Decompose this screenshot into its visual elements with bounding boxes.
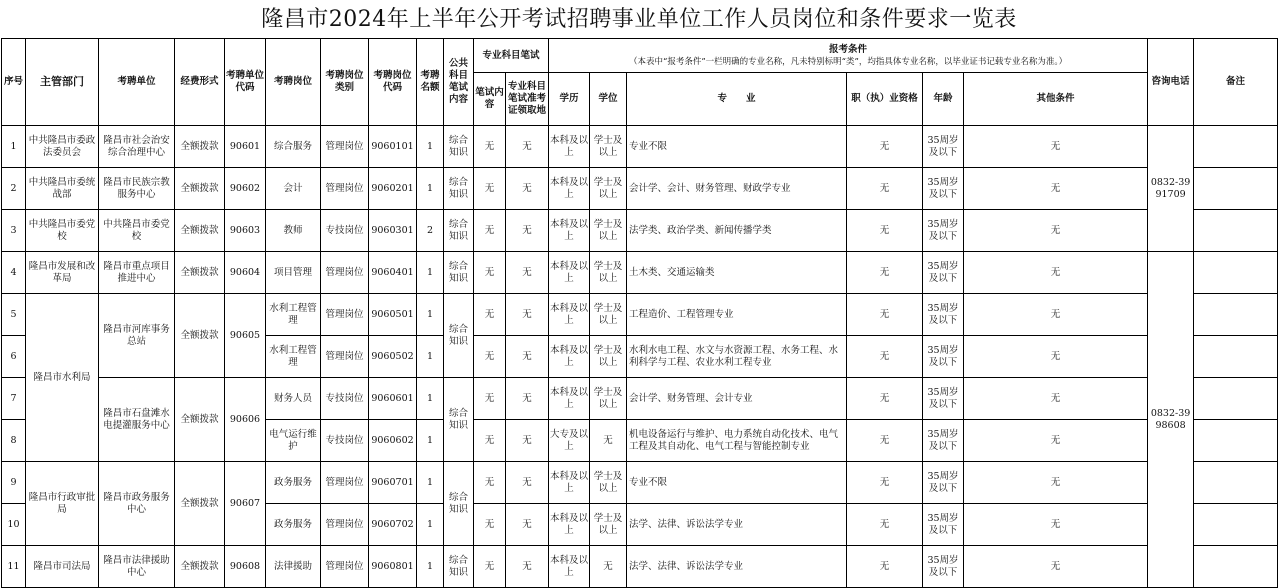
cell-age: 35周岁及以下 <box>923 294 964 336</box>
header-qualification: 职（执）业资格 <box>847 73 923 126</box>
cell-prof-content: 无 <box>474 210 506 252</box>
cell-prof-ticket: 无 <box>506 378 549 420</box>
cell-seq: 10 <box>2 504 26 546</box>
header-prof-ticket: 专业科目笔试准考证领取地 <box>506 73 549 126</box>
cell-education: 本科及以上 <box>549 504 590 546</box>
cell-public-exam: 综合知识 <box>444 210 474 252</box>
table-row <box>2 252 1278 294</box>
table-row <box>2 126 1278 168</box>
cell-unit-code: 90608 <box>225 546 266 588</box>
cell-public-exam: 综合知识 <box>444 546 474 588</box>
cell-prof-ticket: 无 <box>506 168 549 210</box>
cell-major: 土木类、交通运输类 <box>627 252 847 294</box>
cell-remark <box>1194 504 1278 546</box>
cell-major: 法学类、政治学类、新闻传播学类 <box>627 210 847 252</box>
cell-category: 专技岗位 <box>321 210 369 252</box>
cell-age: 35周岁及以下 <box>923 210 964 252</box>
header-position: 考聘岗位 <box>266 39 321 126</box>
cell-position: 教师 <box>266 210 321 252</box>
cell-prof-ticket: 无 <box>506 252 549 294</box>
cell-dept: 隆昌市发展和改革局 <box>26 252 99 294</box>
requirements-title: 报考条件 <box>829 43 868 55</box>
cell-unit: 隆昌市法律援助中心 <box>99 546 175 588</box>
cell-qualification: 无 <box>847 378 923 420</box>
header-prof-content: 笔试内容 <box>474 73 506 126</box>
job-table <box>1 38 1278 588</box>
cell-other: 无 <box>964 252 1148 294</box>
cell-quota: 2 <box>417 210 444 252</box>
cell-quota: 1 <box>417 420 444 462</box>
cell-pos-code: 9060602 <box>369 420 417 462</box>
cell-dept: 隆昌市司法局 <box>26 546 99 588</box>
cell-major: 法学、法律、诉讼法学专业 <box>627 546 847 588</box>
cell-education: 本科及以上 <box>549 546 590 588</box>
cell-position: 政务服务 <box>266 504 321 546</box>
cell-unit: 隆昌市河库事务总站 <box>99 294 175 378</box>
cell-seq: 7 <box>2 378 26 420</box>
cell-degree: 学士及以上 <box>590 168 627 210</box>
cell-position: 水利工程管理 <box>266 336 321 378</box>
cell-funding: 全额拨款 <box>175 378 225 462</box>
cell-age: 35周岁及以下 <box>923 546 964 588</box>
cell-quota: 1 <box>417 126 444 168</box>
cell-prof-content: 无 <box>474 378 506 420</box>
cell-education: 本科及以上 <box>549 378 590 420</box>
cell-qualification: 无 <box>847 336 923 378</box>
cell-age: 35周岁及以下 <box>923 504 964 546</box>
cell-funding: 全额拨款 <box>175 462 225 546</box>
cell-seq: 1 <box>2 126 26 168</box>
cell-education: 本科及以上 <box>549 252 590 294</box>
header-education: 学历 <box>549 73 590 126</box>
cell-other: 无 <box>964 168 1148 210</box>
cell-position: 电气运行维护 <box>266 420 321 462</box>
cell-category: 专技岗位 <box>321 420 369 462</box>
cell-education: 本科及以上 <box>549 462 590 504</box>
cell-remark <box>1194 378 1278 420</box>
cell-degree: 学士及以上 <box>590 378 627 420</box>
cell-degree: 学士及以上 <box>590 294 627 336</box>
cell-remark <box>1194 546 1278 588</box>
cell-quota: 1 <box>417 252 444 294</box>
cell-education: 本科及以上 <box>549 126 590 168</box>
cell-other: 无 <box>964 336 1148 378</box>
cell-unit: 隆昌市社会治安综合治理中心 <box>99 126 175 168</box>
cell-prof-ticket: 无 <box>506 546 549 588</box>
cell-public-exam: 综合知识 <box>444 252 474 294</box>
cell-seq: 6 <box>2 336 26 378</box>
header-phone: 咨询电话 <box>1148 39 1194 126</box>
cell-prof-content: 无 <box>474 504 506 546</box>
cell-prof-content: 无 <box>474 336 506 378</box>
cell-age: 35周岁及以下 <box>923 420 964 462</box>
cell-position: 法律援助 <box>266 546 321 588</box>
cell-qualification: 无 <box>847 210 923 252</box>
cell-funding: 全额拨款 <box>175 546 225 588</box>
cell-dept: 隆昌市水利局 <box>26 294 99 462</box>
header-dept: 主管部门 <box>26 39 99 126</box>
cell-degree: 学士及以上 <box>590 210 627 252</box>
cell-education: 本科及以上 <box>549 168 590 210</box>
cell-unit-code: 90601 <box>225 126 266 168</box>
header-category: 考聘岗位类别 <box>321 39 369 126</box>
cell-degree: 学士及以上 <box>590 336 627 378</box>
cell-qualification: 无 <box>847 504 923 546</box>
cell-age: 35周岁及以下 <box>923 126 964 168</box>
cell-prof-ticket: 无 <box>506 420 549 462</box>
cell-pos-code: 9060501 <box>369 294 417 336</box>
cell-prof-content: 无 <box>474 420 506 462</box>
cell-funding: 全额拨款 <box>175 294 225 378</box>
cell-category: 管理岗位 <box>321 168 369 210</box>
cell-unit: 隆昌市重点项目推进中心 <box>99 252 175 294</box>
cell-dept: 隆昌市行政审批局 <box>26 462 99 546</box>
header-unit-code: 考聘单位代码 <box>225 39 266 126</box>
header-unit: 考聘单位 <box>99 39 175 126</box>
cell-pos-code: 9060101 <box>369 126 417 168</box>
cell-major: 法学、法律、诉讼法学专业 <box>627 504 847 546</box>
cell-funding: 全额拨款 <box>175 168 225 210</box>
header-prof-exam: 专业科目笔试 <box>474 39 549 73</box>
cell-degree: 学士及以上 <box>590 252 627 294</box>
header-remark: 备注 <box>1194 39 1278 126</box>
header-requirements <box>549 39 1148 73</box>
cell-pos-code: 9060301 <box>369 210 417 252</box>
cell-degree: 无 <box>590 420 627 462</box>
header-quota: 考聘名额 <box>417 39 444 126</box>
cell-public-exam: 综合知识 <box>444 462 474 546</box>
cell-position: 政务服务 <box>266 462 321 504</box>
cell-qualification: 无 <box>847 420 923 462</box>
cell-dept: 中共隆昌市委党校 <box>26 210 99 252</box>
cell-prof-content: 无 <box>474 462 506 504</box>
cell-education: 本科及以上 <box>549 210 590 252</box>
cell-phone: 0832-3991709 <box>1148 126 1194 252</box>
cell-age: 35周岁及以下 <box>923 336 964 378</box>
cell-seq: 5 <box>2 294 26 336</box>
cell-qualification: 无 <box>847 546 923 588</box>
cell-other: 无 <box>964 126 1148 168</box>
cell-position: 项目管理 <box>266 252 321 294</box>
cell-category: 管理岗位 <box>321 252 369 294</box>
cell-quota: 1 <box>417 336 444 378</box>
cell-category: 管理岗位 <box>321 294 369 336</box>
cell-education: 本科及以上 <box>549 294 590 336</box>
cell-unit-code: 90606 <box>225 378 266 462</box>
cell-prof-ticket: 无 <box>506 126 549 168</box>
cell-category: 管理岗位 <box>321 126 369 168</box>
cell-seq: 11 <box>2 546 26 588</box>
cell-remark <box>1194 462 1278 504</box>
cell-major: 专业不限 <box>627 462 847 504</box>
cell-age: 35周岁及以下 <box>923 168 964 210</box>
cell-degree: 无 <box>590 546 627 588</box>
table-row <box>2 378 1278 420</box>
cell-degree: 学士及以上 <box>590 126 627 168</box>
cell-prof-content: 无 <box>474 546 506 588</box>
cell-unit-code: 90604 <box>225 252 266 294</box>
cell-age: 35周岁及以下 <box>923 462 964 504</box>
cell-public-exam: 综合知识 <box>444 294 474 378</box>
header-other: 其他条件 <box>964 73 1148 126</box>
cell-quota: 1 <box>417 462 444 504</box>
cell-funding: 全额拨款 <box>175 252 225 294</box>
cell-pos-code: 9060801 <box>369 546 417 588</box>
cell-major: 机电设备运行与维护、电力系统自动化技术、电气工程及其自动化、电气工程与智能控制专业 <box>627 420 847 462</box>
cell-unit-code: 90607 <box>225 462 266 546</box>
cell-unit: 隆昌市石盘滩水电提灌服务中心 <box>99 378 175 462</box>
cell-prof-content: 无 <box>474 294 506 336</box>
cell-quota: 1 <box>417 168 444 210</box>
cell-qualification: 无 <box>847 252 923 294</box>
cell-position: 水利工程管理 <box>266 294 321 336</box>
cell-pos-code: 9060702 <box>369 504 417 546</box>
cell-category: 管理岗位 <box>321 336 369 378</box>
cell-seq: 3 <box>2 210 26 252</box>
cell-prof-content: 无 <box>474 168 506 210</box>
header-public-exam: 公共科目笔试内容 <box>444 39 474 126</box>
cell-qualification: 无 <box>847 294 923 336</box>
cell-public-exam: 综合知识 <box>444 168 474 210</box>
table-row <box>2 546 1278 588</box>
cell-seq: 4 <box>2 252 26 294</box>
cell-major: 会计学、财务管理、会计专业 <box>627 378 847 420</box>
page-title: 隆昌市2024年上半年公开考试招聘事业单位工作人员岗位和条件要求一览表 <box>261 7 1017 32</box>
requirements-note: （本表中“报考条件”一栏明确的专业名称，凡未特别标明“类”，均指具体专业名称，以毕业证书记载专业名称为准。） <box>628 56 1068 67</box>
cell-seq: 8 <box>2 420 26 462</box>
cell-major: 水利水电工程、水文与水资源工程、水务工程、水利科学与工程、农业水利工程专业 <box>627 336 847 378</box>
cell-public-exam: 综合知识 <box>444 126 474 168</box>
cell-other: 无 <box>964 462 1148 504</box>
cell-position: 综合服务 <box>266 126 321 168</box>
cell-education: 本科及以上 <box>549 336 590 378</box>
cell-pos-code: 9060701 <box>369 462 417 504</box>
cell-unit-code: 90605 <box>225 294 266 378</box>
cell-major: 会计学、会计、财务管理、财政学专业 <box>627 168 847 210</box>
table-row <box>2 462 1278 504</box>
cell-major: 工程造价、工程管理专业 <box>627 294 847 336</box>
table-row <box>2 294 1278 336</box>
cell-funding: 全额拨款 <box>175 126 225 168</box>
cell-remark <box>1194 252 1278 294</box>
cell-quota: 1 <box>417 504 444 546</box>
cell-prof-content: 无 <box>474 126 506 168</box>
cell-major: 专业不限 <box>627 126 847 168</box>
cell-degree: 学士及以上 <box>590 462 627 504</box>
header-funding: 经费形式 <box>175 39 225 126</box>
cell-unit: 隆昌市政务服务中心 <box>99 462 175 546</box>
cell-category: 管理岗位 <box>321 546 369 588</box>
cell-prof-content: 无 <box>474 252 506 294</box>
cell-unit: 隆昌市民族宗教服务中心 <box>99 168 175 210</box>
cell-funding: 全额拨款 <box>175 210 225 252</box>
cell-pos-code: 9060601 <box>369 378 417 420</box>
cell-other: 无 <box>964 504 1148 546</box>
cell-other: 无 <box>964 378 1148 420</box>
cell-remark <box>1194 336 1278 378</box>
cell-age: 35周岁及以下 <box>923 252 964 294</box>
header-degree: 学位 <box>590 73 627 126</box>
cell-category: 专技岗位 <box>321 378 369 420</box>
cell-remark <box>1194 126 1278 168</box>
cell-other: 无 <box>964 294 1148 336</box>
cell-remark <box>1194 420 1278 462</box>
header-age: 年龄 <box>923 73 964 126</box>
cell-phone: 0832-3998608 <box>1148 252 1194 588</box>
cell-position: 会计 <box>266 168 321 210</box>
cell-dept: 中共隆昌市委政法委员会 <box>26 126 99 168</box>
cell-remark <box>1194 210 1278 252</box>
cell-seq: 2 <box>2 168 26 210</box>
cell-pos-code: 9060401 <box>369 252 417 294</box>
header-pos-code: 考聘岗位代码 <box>369 39 417 126</box>
cell-qualification: 无 <box>847 168 923 210</box>
cell-qualification: 无 <box>847 126 923 168</box>
cell-remark <box>1194 294 1278 336</box>
table-row <box>2 210 1278 252</box>
cell-qualification: 无 <box>847 462 923 504</box>
table-row <box>2 168 1278 210</box>
header-seq: 序号 <box>2 39 26 126</box>
cell-unit-code: 90602 <box>225 168 266 210</box>
cell-quota: 1 <box>417 546 444 588</box>
cell-pos-code: 9060201 <box>369 168 417 210</box>
cell-prof-ticket: 无 <box>506 294 549 336</box>
cell-public-exam: 综合知识 <box>444 378 474 462</box>
cell-prof-ticket: 无 <box>506 462 549 504</box>
cell-prof-ticket: 无 <box>506 504 549 546</box>
cell-dept: 中共隆昌市委统战部 <box>26 168 99 210</box>
cell-quota: 1 <box>417 378 444 420</box>
cell-position: 财务人员 <box>266 378 321 420</box>
cell-prof-ticket: 无 <box>506 210 549 252</box>
cell-education: 大专及以上 <box>549 420 590 462</box>
cell-degree: 学士及以上 <box>590 504 627 546</box>
cell-remark <box>1194 168 1278 210</box>
cell-quota: 1 <box>417 294 444 336</box>
cell-age: 35周岁及以下 <box>923 378 964 420</box>
cell-pos-code: 9060502 <box>369 336 417 378</box>
cell-unit: 中共隆昌市委党校 <box>99 210 175 252</box>
header-major: 专 业 <box>627 73 847 126</box>
cell-unit-code: 90603 <box>225 210 266 252</box>
cell-seq: 9 <box>2 462 26 504</box>
cell-category: 管理岗位 <box>321 462 369 504</box>
cell-other: 无 <box>964 210 1148 252</box>
cell-other: 无 <box>964 420 1148 462</box>
cell-category: 管理岗位 <box>321 504 369 546</box>
cell-other: 无 <box>964 546 1148 588</box>
cell-prof-ticket: 无 <box>506 336 549 378</box>
